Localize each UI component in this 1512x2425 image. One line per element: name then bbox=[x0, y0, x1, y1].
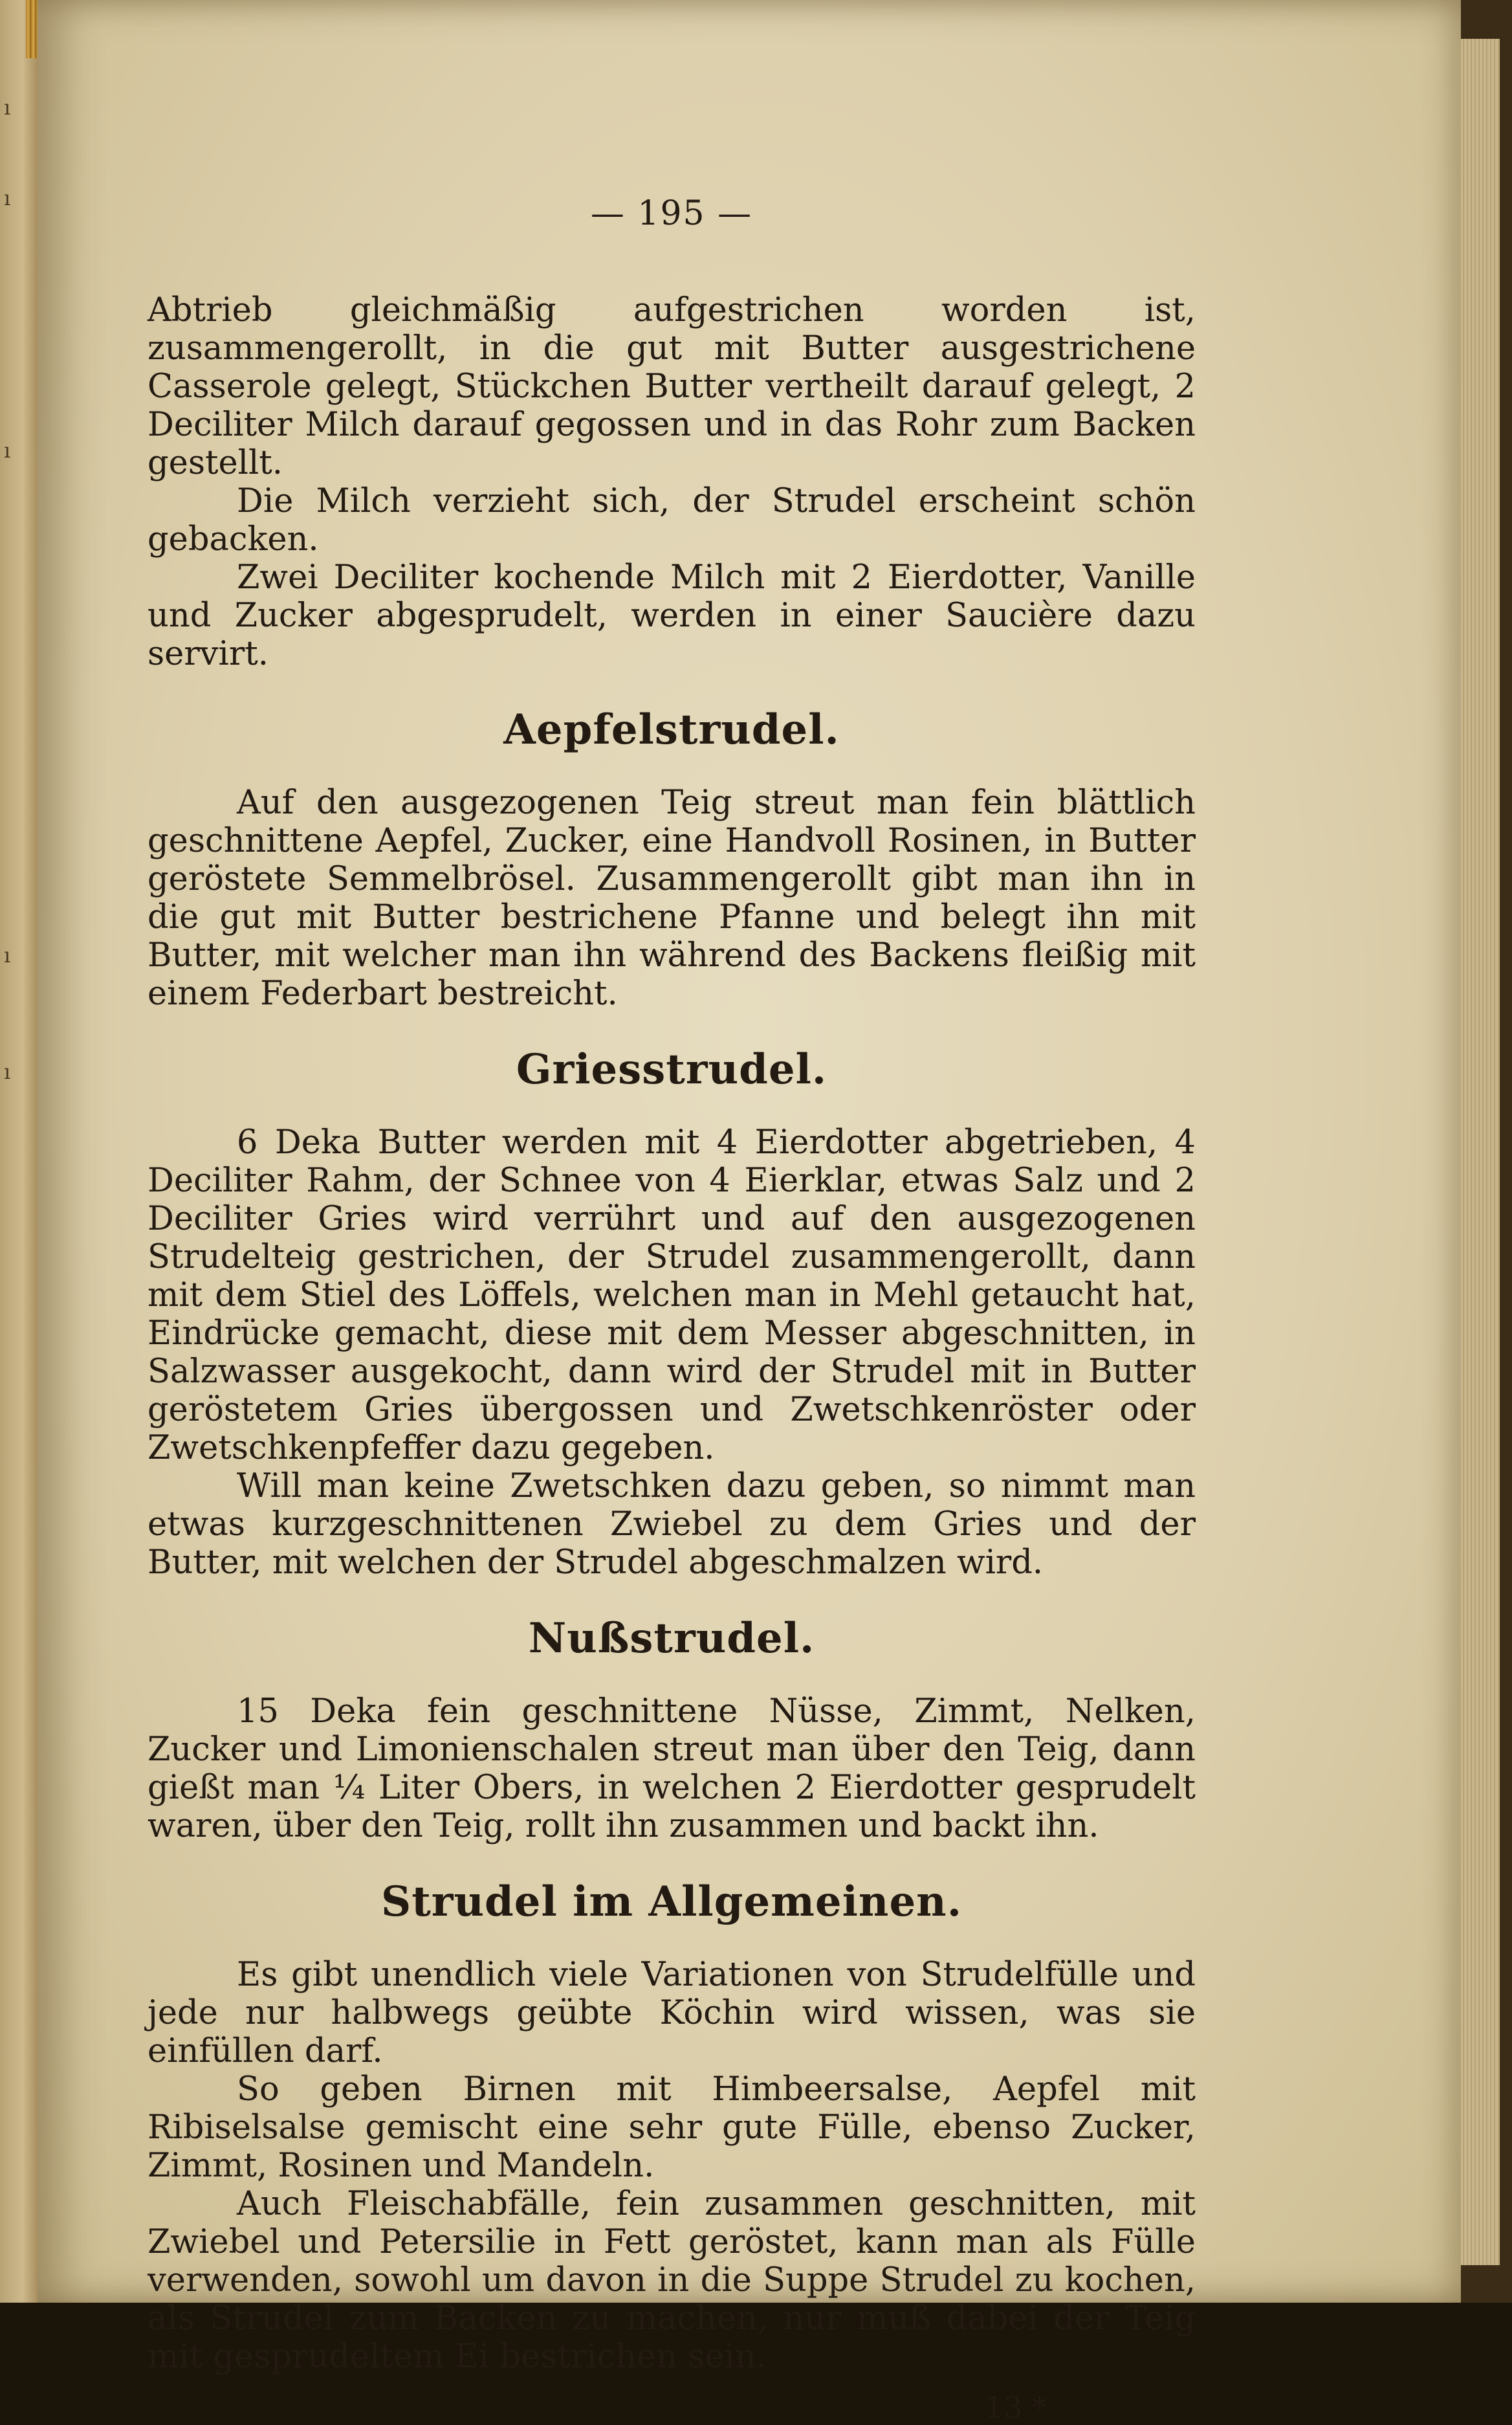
paragraph: Will man keine Zwetschken dazu geben, so nimmt man etwas kurzgeschnittenen Zwiebel zu dem Gries und der Butter, mit welchen der Strudel abgeschmalzen wird. bbox=[148, 1467, 1196, 1582]
paragraph: So geben Birnen mit Himbeersalse, Aepfel mit Ribiselsalse gemischt eine sehr gute Fülle, ebenso Zucker, Zimmt, Rosinen und Mandeln. bbox=[148, 2070, 1196, 2185]
edge-mark: ı bbox=[4, 186, 11, 210]
section-heading: Aepfelstrudel. bbox=[503, 705, 840, 754]
section-heading: Strudel im Allgemeinen. bbox=[381, 1877, 962, 1926]
signature-mark: 13 * bbox=[984, 2390, 1047, 2425]
page-stack-edge bbox=[1461, 39, 1500, 2265]
section-heading: Nußstrudel. bbox=[528, 1614, 815, 1663]
page-number: — 195 — bbox=[590, 194, 753, 233]
section-strudel-allgemeinen bbox=[148, 1877, 1196, 2376]
section-aepfelstrudel bbox=[148, 705, 1196, 1013]
section-intro bbox=[148, 291, 1196, 673]
edge-mark: ı bbox=[4, 438, 11, 463]
paragraph: Die Milch verzieht sich, der Strudel erscheint schön gebacken. bbox=[148, 482, 1196, 559]
paragraph: Zwei Deciliter kochende Milch mit 2 Eierdotter, Vanille und Zucker abgesprudelt, werden in einer Saucière dazu servirt. bbox=[148, 559, 1196, 673]
edge-mark: ı bbox=[4, 95, 11, 120]
page-content bbox=[148, 194, 1196, 2425]
previous-page-edge bbox=[0, 0, 38, 2303]
edge-mark: ı bbox=[4, 943, 11, 968]
paragraph: 15 Deka fein geschnittene Nüsse, Zimmt, Nelken, Zucker und Limonienschalen streut man über den Teig, dann gießt man ¼ Liter Obers, in welchen 2 Eierdotter gesprudelt waren, über den Teig, rollt ihn zusammen und backt ihn. bbox=[148, 1692, 1196, 1845]
paragraph: Auch Fleischabfälle, fein zusammen geschnitten, mit Zwiebel und Petersilie in Fett geröstet, kann man als Fülle verwenden, sowohl um davon in die Suppe Strudel zu kochen, als Strudel zum Backen zu machen, nur muß dabei der Teig mit gesprudeltem Ei bestrichen sein. bbox=[148, 2185, 1196, 2376]
paragraph: Es gibt unendlich viele Variationen von Strudelfülle und jede nur halbwegs geübte Köchin wird wissen, was sie einfüllen darf. bbox=[148, 1956, 1196, 2070]
edge-mark: ı bbox=[4, 1059, 11, 1084]
section-heading: Griesstrudel. bbox=[516, 1045, 827, 1094]
section-griesstrudel bbox=[148, 1045, 1196, 1582]
paragraph: Abtrieb gleichmäßig aufgestrichen worden ist, zusammengerollt, in die gut mit Butter ausgestrichene Casserole gelegt, Stückchen Butter vertheilt darauf gelegt, 2 Deciliter Milch darauf gegossen und in das Rohr zum Backen gestellt. bbox=[148, 291, 1196, 482]
section-nussstrudel bbox=[148, 1614, 1196, 1845]
paragraph: Auf den ausgezogenen Teig streut man fein blättlich geschnittene Aepfel, Zucker, eine Handvoll Rosinen, in Butter geröstete Semmelbrösel. Zusammengerollt gibt man ihn in die gut mit Butter bestrichene Pfanne und belegt ihn mit Butter, mit welcher man ihn während des Backens fleißig mit einem Federbart bestreicht. bbox=[148, 784, 1196, 1013]
paragraph: 6 Deka Butter werden mit 4 Eierdotter abgetrieben, 4 Deciliter Rahm, der Schnee von 4 Eierklar, etwas Salz und 2 Deciliter Gries wird verrührt und auf den ausgezogenen Strudelteig gestrichen, der Strudel zusammengerollt, dann mit dem Stiel des Löffels, welchen man in Mehl getaucht hat, Eindrücke gemacht, diese mit dem Messer abgeschnitten, in Salzwasser ausgekocht, dann wird der Strudel mit in Butter geröstetem Gries übergossen und Zwetschkenröster oder Zwetschkenpfeffer dazu gegeben. bbox=[148, 1124, 1196, 1467]
